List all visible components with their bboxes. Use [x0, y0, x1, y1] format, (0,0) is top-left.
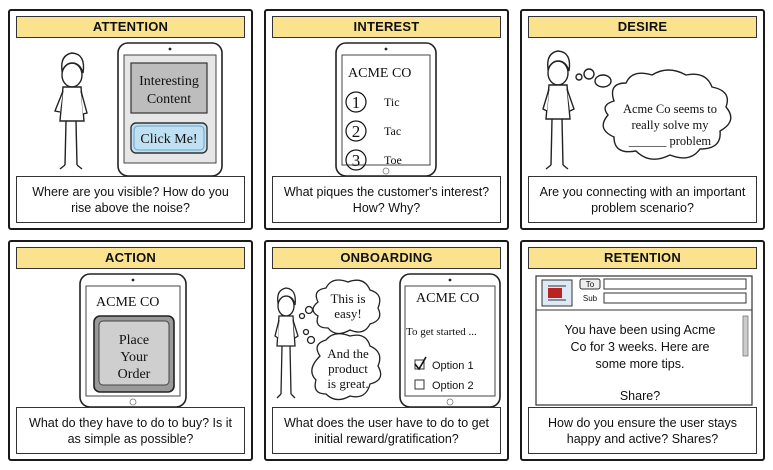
woman-figure — [275, 288, 298, 398]
brand-label: ACME CO — [416, 291, 480, 306]
share-link[interactable]: Share? — [619, 389, 661, 403]
click-me-button[interactable]: Click Me! — [140, 132, 198, 147]
email-body: some more tips. — [595, 357, 685, 371]
woman-figure — [543, 51, 574, 169]
item-label[interactable]: Tac — [384, 124, 402, 138]
panel-retention — [520, 240, 765, 461]
panel-title: DESIRE — [528, 16, 757, 38]
place-order-button[interactable]: Order — [117, 367, 151, 382]
option-label[interactable]: Option 1 — [432, 360, 474, 372]
phone-device — [118, 43, 222, 176]
panel-desire — [520, 9, 765, 230]
interesting-content-line1: Interesting — [139, 74, 199, 89]
panel-caption: Are you connecting with an important problem scenario? — [528, 176, 757, 223]
woman-figure — [55, 53, 87, 169]
thought-text: really solve my — [631, 118, 709, 132]
onboarding-illustration — [266, 272, 507, 407]
panel-title: ONBOARDING — [272, 247, 501, 269]
panel-title: INTEREST — [272, 16, 501, 38]
sub-field-label: Sub — [582, 294, 598, 303]
retention-illustration — [522, 272, 763, 407]
panel-caption: How do you ensure the user stays happy and active? Shares? — [528, 407, 757, 454]
thought-text: Acme Co seems to — [622, 102, 718, 116]
to-field-label: To — [585, 280, 595, 289]
item-label[interactable]: Tic — [384, 95, 400, 109]
interesting-content-line2: Content — [146, 92, 192, 107]
panel-caption: What do they have to do to buy? Is it as simple as possible? — [16, 407, 245, 454]
action-illustration — [10, 272, 251, 407]
place-order-button[interactable]: Place — [118, 333, 150, 348]
panel-onboarding — [264, 240, 509, 461]
bubble-text: is great. — [327, 376, 369, 391]
email-body: You have been using Acme — [564, 323, 716, 337]
bubble-text: easy! — [334, 306, 362, 321]
bubble-text: And the — [327, 346, 369, 361]
panel-caption: Where are you visible? How do you rise above the noise? — [16, 176, 245, 223]
item-number: 3 — [351, 151, 361, 170]
brand-label: ACME CO — [96, 295, 160, 310]
thought-text: ______ problem — [628, 134, 712, 148]
panel-title: ATTENTION — [16, 16, 245, 38]
attention-illustration — [10, 41, 251, 176]
item-label[interactable]: Toe — [384, 153, 402, 167]
place-order-button[interactable]: Your — [120, 350, 148, 365]
get-started-prompt: To get started ... — [406, 326, 477, 338]
panel-title: ACTION — [16, 247, 245, 269]
panel-caption: What piques the customer's interest? How? Why? — [272, 176, 501, 223]
brand-label: ACME CO — [348, 66, 412, 81]
option-label[interactable]: Option 2 — [432, 380, 474, 392]
panel-title: RETENTION — [528, 247, 757, 269]
bubble-text: This is — [330, 291, 366, 306]
item-number: 2 — [351, 122, 361, 141]
panel-interest — [264, 9, 509, 230]
panel-action — [8, 240, 253, 461]
item-number: 1 — [351, 93, 361, 112]
interest-illustration — [266, 41, 507, 176]
email-body: Co for 3 weeks. Here are — [570, 340, 710, 354]
panel-attention — [8, 9, 253, 230]
desire-illustration — [522, 41, 763, 176]
panel-caption: What does the user have to do to get initial reward/gratification? — [272, 407, 501, 454]
bubble-text: product — [328, 361, 368, 376]
